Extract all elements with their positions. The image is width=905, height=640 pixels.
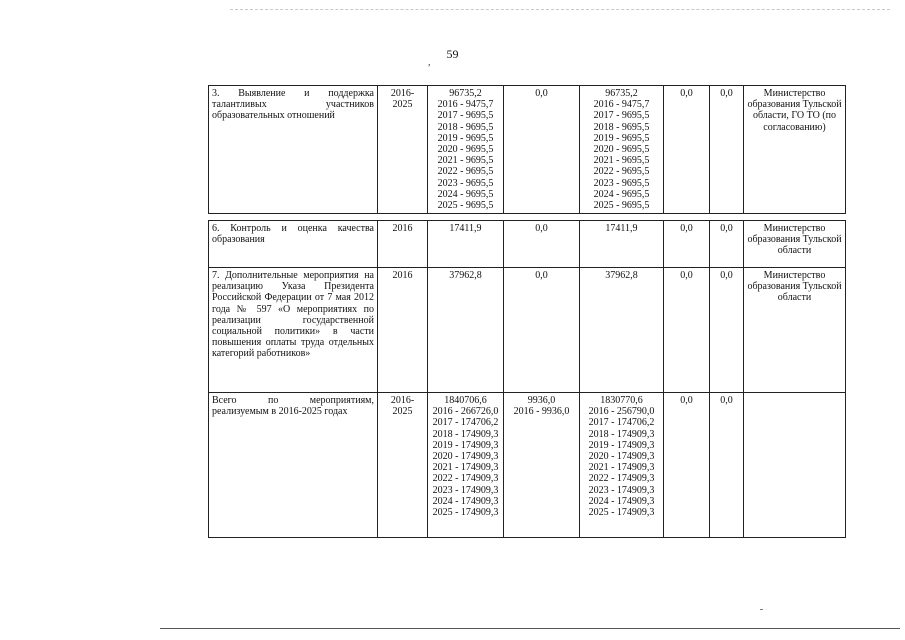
funding-line: 2020 - 174909,3 [588, 451, 655, 463]
funding-line: 1840706,6 [444, 395, 487, 406]
activity-period: 2016 [378, 221, 428, 268]
other-funding: 0,0 [710, 268, 744, 393]
funding-line: 2022 - 9695,5 [437, 166, 494, 178]
funding-line: 2025 - 9695,5 [593, 200, 650, 212]
funding-line: 2022 - 9695,5 [593, 166, 650, 178]
funding-line: 2018 - 9695,5 [593, 121, 650, 133]
activities-table-part-1 [208, 85, 846, 214]
executor: Министерство образования Тульской области [744, 268, 846, 393]
funding-line: 2016 - 266726,0 [432, 406, 499, 418]
funding-line: 2017 - 174706,2 [588, 417, 655, 429]
funding-line: 2021 - 174909,3 [432, 462, 499, 474]
funding-line: 2020 - 9695,5 [593, 144, 650, 156]
funding-line: 0,0 [535, 223, 548, 234]
funding-line: 96735,2 [449, 88, 482, 99]
funding-line: 96735,2 [605, 88, 638, 99]
funding-line: 0,0 [535, 88, 548, 99]
funding-line: 2025 - 174909,3 [588, 507, 655, 519]
local-funding: 0,0 [664, 86, 710, 214]
activity-period: 2016-2025 [378, 393, 428, 538]
funding-line: 2023 - 9695,5 [437, 177, 494, 189]
funding-line: 2018 - 174909,3 [432, 428, 499, 440]
table-row [209, 268, 846, 393]
other-funding: 0,0 [710, 86, 744, 214]
table-row [209, 86, 846, 214]
table-row [209, 393, 846, 538]
other-funding: 0,0 [710, 393, 744, 538]
activities-table-part-2 [208, 220, 846, 538]
bottom-rule [160, 628, 900, 629]
funding-line: 2024 - 174909,3 [588, 495, 655, 507]
activity-name: 3. Выявление и поддержка талантливых участников образовательных отношений [209, 86, 378, 214]
funding-line: 2016 - 9475,7 [437, 99, 494, 111]
funding-line: 17411,9 [605, 223, 638, 234]
total-funding [428, 393, 504, 538]
regional-funding [580, 86, 664, 214]
federal-funding [504, 393, 580, 538]
funding-line: 2016 - 256790,0 [588, 406, 655, 418]
funding-line: 2024 - 174909,3 [432, 495, 499, 507]
funding-line: 2021 - 174909,3 [588, 462, 655, 474]
funding-line: 2019 - 9695,5 [593, 132, 650, 144]
funding-line: 2025 - 174909,3 [432, 507, 499, 519]
activity-name: 6. Контроль и оценка качества образования [209, 221, 378, 268]
executor: Министерство образования Тульской области, ГО ТО (по согласованию) [744, 86, 846, 214]
regional-funding [580, 393, 664, 538]
top-scan-line [230, 9, 890, 10]
funding-line: 2018 - 9695,5 [437, 121, 494, 133]
executor: Министерство образования Тульской области [744, 221, 846, 268]
funding-line: 2021 - 9695,5 [437, 155, 494, 167]
activity-period: 2016 [378, 268, 428, 393]
funding-line: 2024 - 9695,5 [593, 188, 650, 200]
table-row [209, 221, 846, 268]
funding-line: 2022 - 174909,3 [432, 473, 499, 485]
funding-line: 9936,0 [527, 395, 556, 406]
funding-line: 2025 - 9695,5 [437, 200, 494, 212]
funding-line: 2017 - 9695,5 [437, 110, 494, 122]
stray-mark: , [428, 57, 431, 68]
funding-line: 2023 - 9695,5 [593, 177, 650, 189]
funding-line: 2019 - 9695,5 [437, 132, 494, 144]
other-funding: 0,0 [710, 221, 744, 268]
funding-line: 2019 - 174909,3 [588, 439, 655, 451]
federal-funding [504, 268, 580, 393]
funding-line: 2024 - 9695,5 [437, 188, 494, 200]
funding-line: 2023 - 174909,3 [432, 484, 499, 496]
total-funding [428, 268, 504, 393]
regional-funding [580, 221, 664, 268]
funding-line: 1830770,6 [600, 395, 643, 406]
funding-line: 2017 - 174706,2 [432, 417, 499, 429]
activity-name: Всего по мероприятиям, реализуемым в 2016-2025 годах [209, 393, 378, 538]
funding-line: 2016 - 9475,7 [593, 99, 650, 111]
funding-line: 2018 - 174909,3 [588, 428, 655, 440]
funding-line: 2023 - 174909,3 [588, 484, 655, 496]
funding-line: 0,0 [535, 270, 548, 281]
local-funding: 0,0 [664, 393, 710, 538]
executor [744, 393, 846, 538]
funding-line: 2017 - 9695,5 [593, 110, 650, 122]
funding-line: 2016 - 9936,0 [513, 406, 570, 418]
funding-line: 37962,8 [605, 270, 638, 281]
funding-line: 2020 - 174909,3 [432, 451, 499, 463]
funding-line: 2019 - 174909,3 [432, 439, 499, 451]
activity-period: 2016-2025 [378, 86, 428, 214]
page-number: 59 [446, 47, 459, 61]
local-funding: 0,0 [664, 221, 710, 268]
funding-line: 2022 - 174909,3 [588, 473, 655, 485]
funding-line: 17411,9 [449, 223, 482, 234]
regional-funding [580, 268, 664, 393]
federal-funding [504, 221, 580, 268]
funding-line: 37962,8 [449, 270, 482, 281]
funding-line: 2021 - 9695,5 [593, 155, 650, 167]
scan-speck [760, 609, 763, 610]
federal-funding [504, 86, 580, 214]
activity-name: 7. Дополнительные мероприятия на реализацию Указа Президента Российской Федерации от 7 мая 2012 года № 597 «О мероприятиях по реализации государственной социальной политики» в части повышения оплаты труда отдельных категорий работников» [209, 268, 378, 393]
funding-line: 2020 - 9695,5 [437, 144, 494, 156]
local-funding: 0,0 [664, 268, 710, 393]
total-funding [428, 86, 504, 214]
total-funding [428, 221, 504, 268]
